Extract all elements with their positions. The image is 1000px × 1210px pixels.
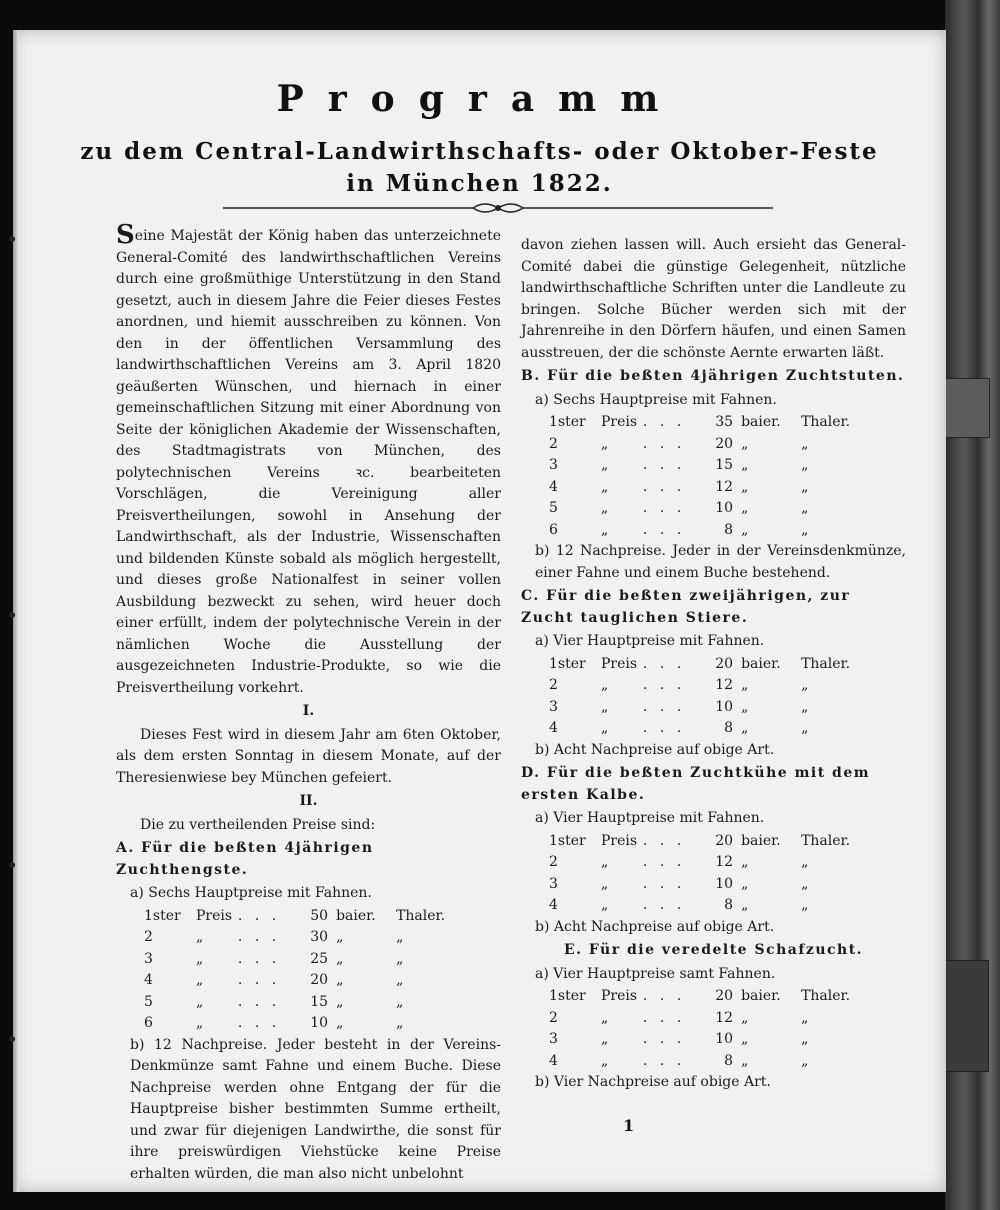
prize-currency-cell: „ (741, 698, 749, 715)
prize-currency-cell: „ (336, 1015, 344, 1031)
prize-place-cell: 1ster (549, 655, 586, 672)
prize-word-cell: „ (601, 1031, 609, 1047)
prize-dots-cell: . . . (642, 897, 686, 913)
prize-amount-cell: 8 (724, 1052, 734, 1069)
prize-dots-cell: . . . (642, 698, 686, 715)
prize-dots-cell: . . . (237, 907, 281, 924)
prize-amount-cell: 20 (310, 972, 329, 988)
prize-c-secondary: b) Acht Nachpreise auf obige Art. (535, 741, 775, 758)
prize-row (144, 927, 456, 949)
prize-heading-a: A. Für die beßten 4jährigen Zuchthengste. (116, 840, 374, 878)
prize-place-cell: 6 (144, 1015, 153, 1031)
prize-e-main: a) Vier Hauptpreise samt Fahnen. (535, 965, 776, 982)
prize-amount-cell: 10 (715, 1031, 734, 1047)
binding-hole (9, 1036, 15, 1042)
prize-amount-cell: 20 (715, 655, 734, 672)
prize-word-cell: „ (601, 521, 609, 538)
prize-amount-cell: 15 (715, 457, 734, 473)
prize-currency-cell: baier. (336, 907, 376, 924)
prize-currency-cell: „ (741, 897, 749, 913)
prize-currency-cell: „ (741, 854, 749, 870)
intro-text: eine Majestät der König haben das unterzeichnete General-Comité des landwirthschaftlichen Vereins durch eine großmüthige Unterstützung in den Stand gesetzt, auch in diesem Jahre die Feier dieses Festes anordnen, und hiemit ausschreiben zu können. Von den in der öffentlichen Versammlung des landwirthschaftlichen Vereins am 3. April 1820 geäußerten Wünschen, und hiernach in einer gemeinschaftlichen Sitzung mit einer Abordnung von Seite der königlichen Akademie der Wissenschaften, des Stadtmagistrats von München, des polytechnischen Vereins ꝛc. bearbeiteten Vorschlägen, die Vereinigung aller Preisvertheilungen, sowohl in Ansehung der Landwirthschaft, als der Industrie, Wissenschaften und bildenden Künste sobald als möglich hergestellt, und dieses große Nationalfest in seiner vollen Ausbildung bezweckt zu sehen, wird heuer doch einer erfüllt, indem der polytechnische Verein in der nämlichen Woche die Ausstellung der ausgezeichneten Industrie-Produkte, so wie die Preisvertheilung vorkehrt. (116, 228, 501, 696)
prize-place-cell: 1ster (144, 907, 181, 924)
prize-amount-cell: 15 (310, 993, 329, 1010)
prize-dots-cell: . . . (237, 993, 281, 1010)
prize-currency-cell: „ (741, 478, 749, 495)
prize-heading-d: D. Für die beßten Zuchtkühe mit dem ersten Kalbe. (521, 765, 871, 803)
prize-dots-cell: . . . (237, 950, 281, 967)
prize-currency-cell: „ (741, 1052, 749, 1069)
prize-unit-cell: „ (396, 993, 404, 1010)
prize-dots-cell: . . . (642, 832, 686, 849)
prize-dots-cell: . . . (642, 720, 686, 736)
prize-place-cell: 2 (144, 929, 153, 945)
prize-a-main: a) Sechs Hauptpreise mit Fahnen. (130, 885, 372, 901)
binding-hole (9, 612, 15, 618)
prize-word-cell: „ (601, 897, 609, 913)
prize-currency-cell: baier. (741, 655, 781, 672)
prize-unit-cell: Thaler. (801, 832, 851, 849)
prize-row (549, 520, 861, 542)
prize-currency-cell: „ (741, 677, 749, 693)
prize-amount-cell: 20 (715, 435, 734, 452)
prize-row (549, 1051, 861, 1073)
prize-row (549, 477, 861, 499)
prize-table-c (549, 654, 861, 740)
prize-currency-cell: baier. (741, 414, 781, 430)
prize-currency-cell: „ (741, 500, 749, 516)
prize-a-secondary: b) 12 Nachpreise. Jeder besteht in der Vereins-Denkmünze samt Fahne und einem Buche. Diese Nachpreise werden ohne Entgang der für die Hauptpreise bisher bestimmten Summe ertheilt, und zwar für diejenigen Landwirthe, die sonst für ihre preiswürdigen Viehstücke keine Preise erhalten würden, die man also nicht unbelohnt (130, 1036, 501, 1182)
prize-word-cell: Preis (601, 655, 638, 672)
prize-row (549, 498, 861, 520)
section-1-text: Dieses Fest wird in diesem Jahr am 6ten Oktober, als dem ersten Sonntag in diesem Monate, auf der Theresienwiese bey München gefeiert. (116, 726, 501, 786)
prize-place-cell: 4 (144, 972, 153, 988)
binding-hole (9, 236, 15, 242)
prize-amount-cell: 25 (310, 950, 329, 967)
page-subtitle-line1: zu dem Central-Landwirthschafts- oder Oktober-Feste (80, 138, 879, 165)
prize-currency-cell: „ (741, 521, 749, 538)
prize-dots-cell: . . . (642, 521, 686, 538)
prize-word-cell: „ (196, 950, 204, 967)
prize-unit-cell: „ (396, 1015, 404, 1031)
prize-row (549, 852, 861, 874)
prize-unit-cell: „ (801, 1052, 809, 1069)
prize-unit-cell: „ (801, 521, 809, 538)
prize-d-secondary: b) Acht Nachpreise auf obige Art. (535, 918, 775, 935)
prize-place-cell: 5 (144, 993, 153, 1010)
prize-currency-cell: „ (336, 929, 344, 945)
prize-word-cell: Preis (601, 988, 638, 1004)
page-subtitle-line2: in München 1822. (346, 170, 613, 197)
prize-place-cell: 4 (549, 720, 558, 736)
section-2-number: II. (299, 793, 318, 809)
prize-word-cell: Preis (601, 832, 638, 849)
prize-word-cell: „ (601, 720, 609, 736)
prize-word-cell: Preis (196, 907, 233, 924)
prize-unit-cell: Thaler. (396, 907, 446, 924)
prize-currency-cell: „ (741, 1009, 749, 1026)
prize-unit-cell: Thaler. (801, 655, 851, 672)
prize-currency-cell: baier. (741, 988, 781, 1004)
prize-dots-cell: . . . (642, 854, 686, 870)
prize-row (549, 895, 861, 917)
prize-row (549, 654, 861, 676)
prize-place-cell: 1ster (549, 832, 586, 849)
prize-place-cell: 3 (549, 457, 558, 473)
prize-amount-cell: 10 (715, 698, 734, 715)
prize-place-cell: 2 (549, 677, 558, 693)
prize-row (549, 412, 861, 434)
prize-word-cell: „ (196, 1015, 204, 1031)
prize-word-cell: „ (601, 854, 609, 870)
prize-row (549, 675, 861, 697)
prize-unit-cell: „ (801, 897, 809, 913)
prize-amount-cell: 30 (310, 929, 329, 945)
binding-hole (9, 862, 15, 868)
prize-amount-cell: 10 (715, 500, 734, 516)
prize-word-cell: „ (601, 1009, 609, 1026)
prize-amount-cell: 12 (715, 1009, 734, 1026)
drop-initial: S (116, 220, 135, 250)
prize-unit-cell: „ (801, 1031, 809, 1047)
prize-place-cell: 1ster (549, 988, 586, 1004)
prize-row (549, 986, 861, 1008)
prize-dots-cell: . . . (642, 478, 686, 495)
prize-dots-cell: . . . (237, 1015, 281, 1031)
left-column (116, 220, 501, 1185)
prize-table-d (549, 831, 861, 917)
prize-currency-cell: „ (336, 950, 344, 967)
prize-word-cell: „ (601, 875, 609, 892)
prize-place-cell: 3 (549, 1031, 558, 1047)
prize-row (549, 455, 861, 477)
ornament-divider (223, 200, 773, 216)
prize-dots-cell: . . . (642, 655, 686, 672)
prize-place-cell: 2 (549, 854, 558, 870)
prize-row (144, 970, 456, 992)
prize-table-a (144, 906, 456, 1035)
prize-word-cell: „ (601, 677, 609, 693)
prize-unit-cell: „ (801, 698, 809, 715)
prize-dots-cell: . . . (642, 435, 686, 452)
prize-table-b (549, 412, 861, 541)
prize-currency-cell: „ (741, 720, 749, 736)
prize-unit-cell: „ (801, 435, 809, 452)
prize-currency-cell: „ (741, 1031, 749, 1047)
prize-unit-cell: „ (801, 1009, 809, 1026)
prize-currency-cell: baier. (741, 832, 781, 849)
prize-row (549, 831, 861, 853)
prize-unit-cell: „ (801, 875, 809, 892)
prize-unit-cell: „ (801, 500, 809, 516)
prize-place-cell: 4 (549, 478, 558, 495)
prize-dots-cell: . . . (642, 875, 686, 892)
binding-fold (13, 30, 19, 1192)
prize-unit-cell: „ (801, 720, 809, 736)
prize-row (549, 718, 861, 740)
prize-unit-cell: „ (801, 457, 809, 473)
prize-amount-cell: 35 (715, 414, 734, 430)
prize-amount-cell: 10 (310, 1015, 329, 1031)
prize-dots-cell: . . . (642, 677, 686, 693)
prize-word-cell: „ (601, 478, 609, 495)
prize-word-cell: „ (601, 435, 609, 452)
prize-currency-cell: „ (741, 875, 749, 892)
page-tab-2 (945, 960, 989, 1072)
prize-row (549, 434, 861, 456)
prize-word-cell: „ (601, 1052, 609, 1069)
prize-heading-e: E. Für die veredelte Schafzucht. (563, 942, 864, 958)
prize-unit-cell: „ (396, 929, 404, 945)
prize-row (144, 906, 456, 928)
page-number: 1 (623, 1116, 635, 1135)
prize-place-cell: 3 (549, 698, 558, 715)
prize-b-main: a) Sechs Hauptpreise mit Fahnen. (535, 391, 777, 408)
continuation-paragraph: davon ziehen lassen will. Auch ersieht das General-Comité dabei die günstige Gelegenheit, nützliche landwirthschaftliche Schriften unter die Landleute zu bringen. Solche Bücher werden sich mit der Jahrenreihe in den Dörfern häufen, und einen Samen ausstreuen, der die schönste Aernte erwarten läßt. (521, 237, 906, 361)
prize-amount-cell: 8 (724, 897, 734, 913)
prize-dots-cell: . . . (237, 972, 281, 988)
prize-c-main: a) Vier Hauptpreise mit Fahnen. (535, 633, 765, 649)
prize-place-cell: 2 (549, 435, 558, 452)
prize-unit-cell: „ (801, 854, 809, 870)
prize-word-cell: „ (601, 500, 609, 516)
prize-row (549, 697, 861, 719)
prize-dots-cell: . . . (642, 457, 686, 473)
prize-amount-cell: 12 (715, 854, 734, 870)
prize-unit-cell: „ (801, 478, 809, 495)
section-1-number: I. (302, 703, 315, 719)
prize-dots-cell: . . . (642, 1052, 686, 1069)
prize-row (144, 1013, 456, 1035)
prize-place-cell: 4 (549, 1052, 558, 1069)
prize-dots-cell: . . . (642, 988, 686, 1004)
prize-amount-cell: 8 (724, 720, 734, 736)
prize-unit-cell: „ (396, 950, 404, 967)
prize-heading-c: C. Für die beßten zweijährigen, zur Zucht tauglichen Stiere. (521, 588, 851, 626)
right-column (521, 235, 906, 1094)
prize-word-cell: „ (601, 457, 609, 473)
prize-amount-cell: 12 (715, 478, 734, 495)
prize-row (549, 1029, 861, 1051)
prize-place-cell: 1ster (549, 414, 586, 430)
prize-heading-b: B. Für die beßten 4jährigen Zuchtstuten. (521, 368, 905, 384)
page-title: Programm (276, 78, 683, 120)
intro-paragraph (116, 220, 501, 699)
prize-unit-cell: Thaler. (801, 414, 851, 430)
prize-dots-cell: . . . (642, 1031, 686, 1047)
prize-unit-cell: „ (396, 972, 404, 988)
prize-dots-cell: . . . (237, 929, 281, 945)
prize-e-secondary: b) Vier Nachpreise auf obige Art. (535, 1074, 771, 1090)
prize-row (144, 992, 456, 1014)
section-2-intro: Die zu vertheilenden Preise sind: (140, 816, 376, 833)
prize-b-secondary: b) 12 Nachpreise. Jeder in der Vereinsdenkmünze, einer Fahne und einem Buche bestehend. (535, 543, 906, 581)
prize-place-cell: 6 (549, 521, 558, 538)
prize-place-cell: 3 (144, 950, 153, 967)
prize-currency-cell: „ (741, 435, 749, 452)
prize-currency-cell: „ (336, 993, 344, 1010)
prize-unit-cell: „ (801, 677, 809, 693)
prize-dots-cell: . . . (642, 1009, 686, 1026)
prize-word-cell: „ (196, 972, 204, 988)
prize-currency-cell: „ (741, 457, 749, 473)
prize-word-cell: „ (196, 929, 204, 945)
prize-amount-cell: 50 (310, 907, 329, 924)
prize-table-e (549, 986, 861, 1072)
prize-place-cell: 3 (549, 875, 558, 892)
prize-word-cell: „ (196, 993, 204, 1010)
prize-place-cell: 2 (549, 1009, 558, 1026)
prize-word-cell: Preis (601, 414, 638, 430)
prize-row (144, 949, 456, 971)
prize-place-cell: 4 (549, 897, 558, 913)
prize-place-cell: 5 (549, 500, 558, 516)
prize-amount-cell: 20 (715, 988, 734, 1004)
prize-row (549, 1008, 861, 1030)
prize-d-main: a) Vier Hauptpreise mit Fahnen. (535, 810, 765, 826)
prize-amount-cell: 20 (715, 832, 734, 849)
prize-amount-cell: 8 (724, 521, 734, 538)
prize-amount-cell: 10 (715, 875, 734, 892)
prize-dots-cell: . . . (642, 500, 686, 516)
prize-unit-cell: Thaler. (801, 988, 851, 1004)
document-page (13, 30, 946, 1192)
prize-amount-cell: 12 (715, 677, 734, 693)
prize-row (549, 874, 861, 896)
prize-dots-cell: . . . (642, 414, 686, 430)
prize-word-cell: „ (601, 698, 609, 715)
prize-currency-cell: „ (336, 972, 344, 988)
